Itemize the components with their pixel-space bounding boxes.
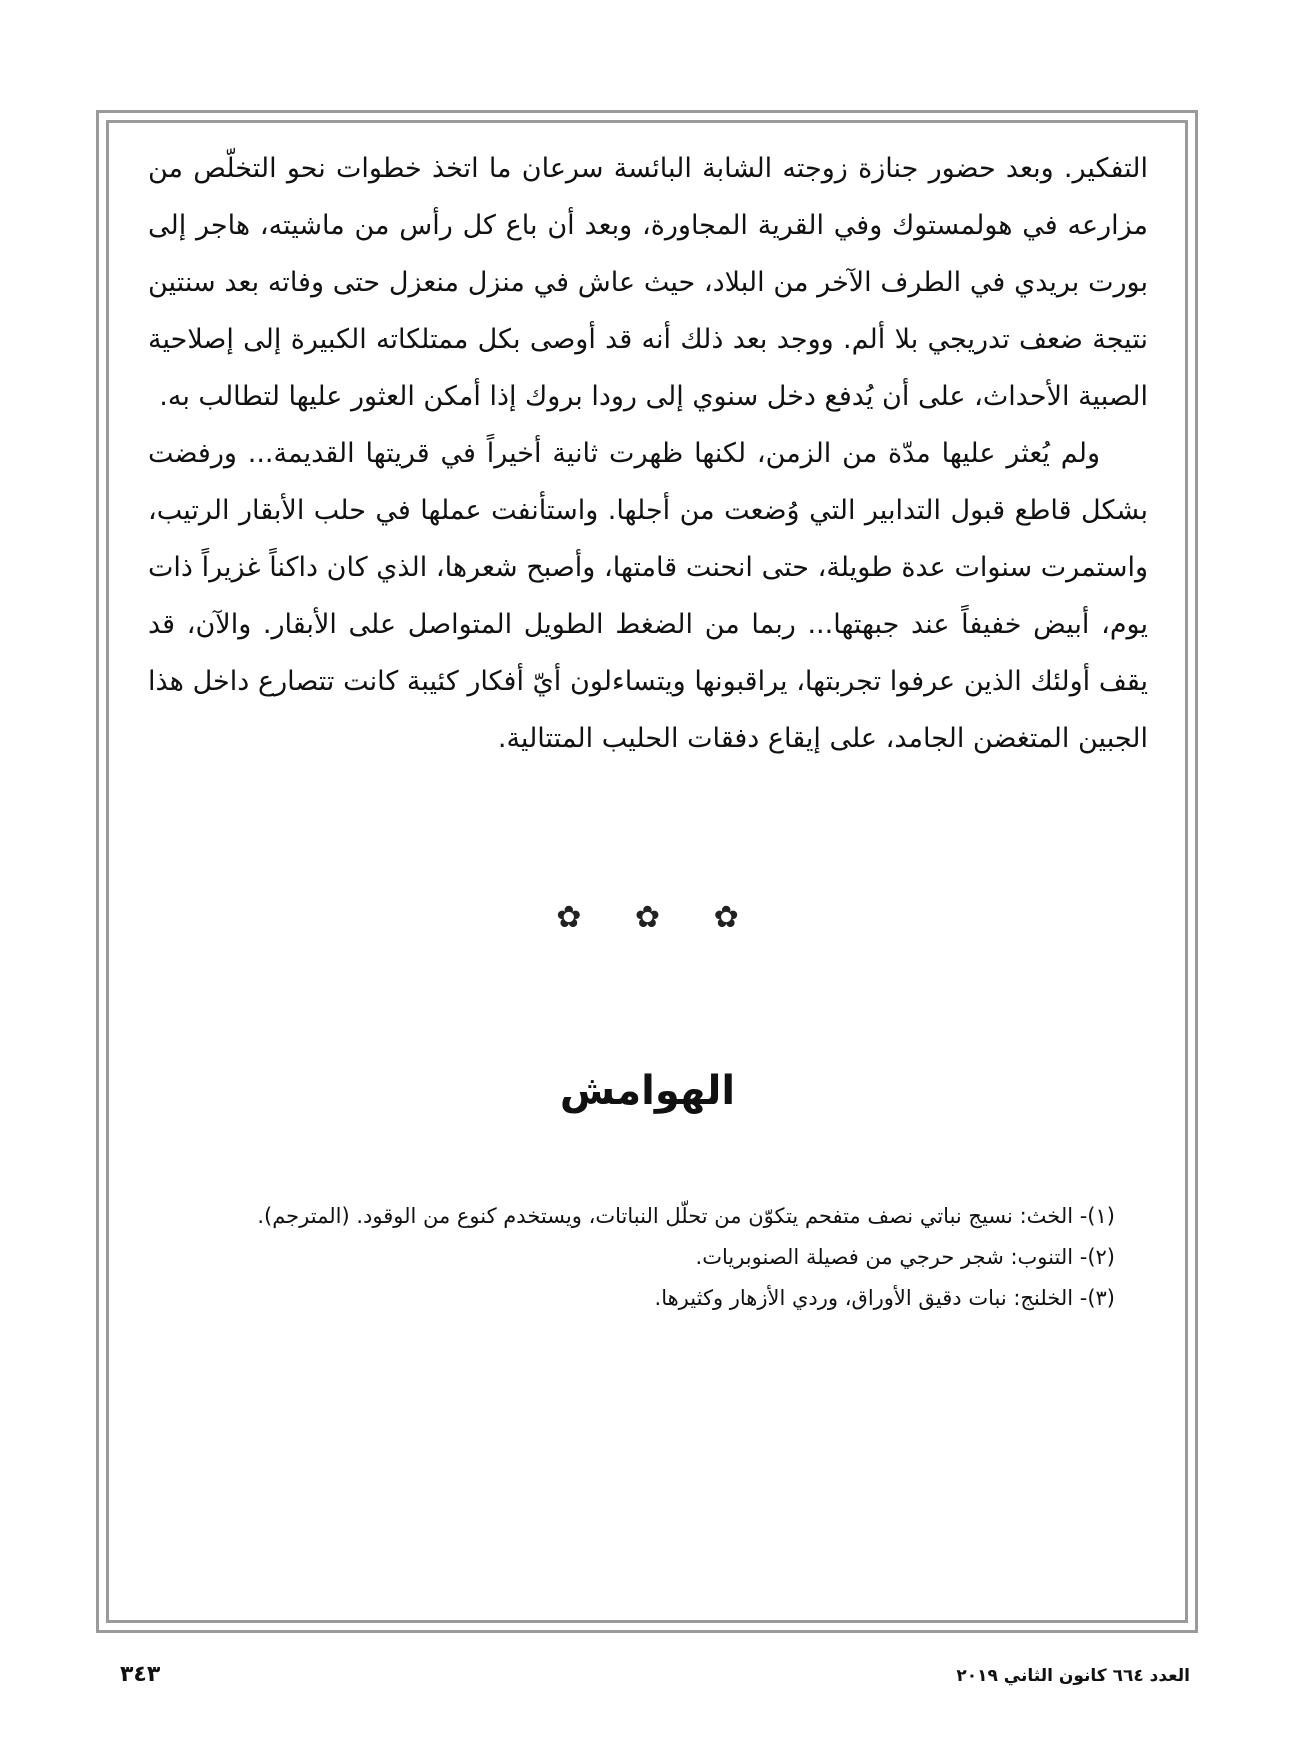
article-body xyxy=(148,140,1148,767)
paragraph: ولم يُعثر عليها مدّة من الزمن، لكنها ظهرت ثانية أخيراً في قريتها القديمة... ورفضت بشكل قاطع قبول التدابير التي وُضعت من أجلها. واستأنفت عملها في حلب الأبقار الرتيب، واستمرت سنوات عدة طويلة، حتى انحنت قامتها، وأصبح شعرها، الذي كان داكناً غزيراً ذات يوم، أبيض خفيفاً عند جبهتها... ربما من الضغط الطويل المتواصل على الأبقار. والآن، قد يقف أولئك الذين عرفوا تجربتها، يراقبونها ويتساءلون أيّ أفكار كئيبة كانت تتصارع داخل هذا الجبين المتغضن الجامد، على إيقاع دفقات الحليب المتتالية. xyxy=(148,438,1148,754)
issue-info: العدد ٦٦٤ كانون الثاني ٢٠١٩ xyxy=(956,1666,1190,1686)
footnotes-heading: الهوامش xyxy=(559,1068,736,1114)
footnote-item: (٢)- التنوب: شجر حرجي من فصيلة الصنوبريات. xyxy=(695,1245,1115,1269)
flower-ornament-icon: ✿ xyxy=(634,900,661,935)
footnote-item: (٣)- الخلنج: نبات دقيق الأوراق، وردي الأزهار وكثيرها. xyxy=(654,1286,1115,1310)
paragraph: التفكير. وبعد حضور جنازة زوجته الشابة البائسة سرعان ما اتخذ خطوات نحو التخلّص من مزارعه في هولمستوك وفي القرية المجاورة، وبعد أن باع كل رأس من ماشيته، هاجر إلى بورت بريدي في الطرف الآخر من البلاد، حيث عاش في منزل منعزل حتى وفاته بعد سنتين نتيجة ضعف تدريجي بلا ألم. ووجد بعد ذلك أنه قد أوصى بكل ممتلكاته الكبيرة إلى إصلاحية الصبية الأحداث، على أن يُدفع دخل سنوي إلى رودا بروك إذا أمكن العثور عليها لتطالب به. xyxy=(148,153,1148,412)
flower-ornament-icon: ✿ xyxy=(556,900,582,935)
flower-ornament-icon: ✿ xyxy=(713,900,739,935)
page-number: ٣٤٣ xyxy=(120,1662,161,1687)
footnotes-list xyxy=(180,1196,1115,1319)
footnote-item: (١)- الخث: نسيج نباتي نصف متفحم يتكوّن من تحلّل النباتات، ويستخدم كنوع من الوقود. (المترجم). xyxy=(257,1204,1115,1228)
section-divider xyxy=(0,900,1295,935)
